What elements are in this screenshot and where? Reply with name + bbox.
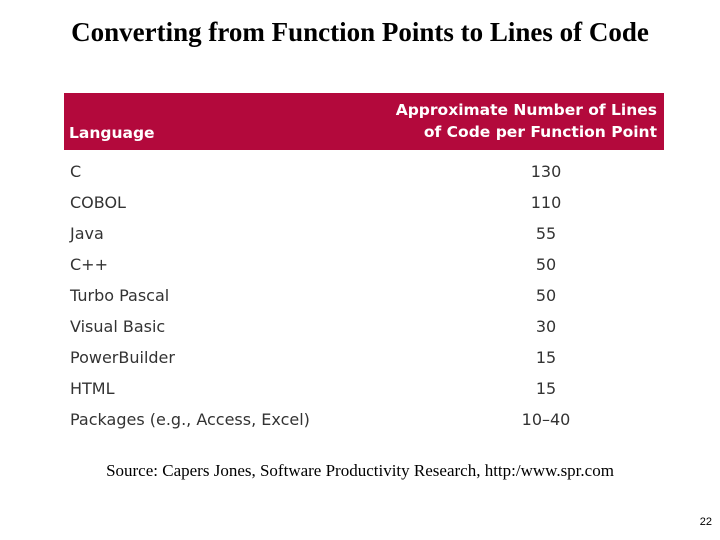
language-cell: HTML <box>70 379 115 398</box>
lines-cell: 50 <box>535 286 557 305</box>
lines-cell: 130 <box>530 162 562 181</box>
language-cell: PowerBuilder <box>70 348 175 367</box>
table-row <box>64 404 664 435</box>
lines-cell: 30 <box>535 317 557 336</box>
table-row <box>64 156 664 187</box>
table-header <box>64 93 664 150</box>
lines-cell: 50 <box>535 255 557 274</box>
table-row <box>64 342 664 373</box>
language-cell: Packages (e.g., Access, Excel) <box>70 410 310 429</box>
column-header-lines <box>396 99 657 143</box>
lines-cell: 15 <box>535 379 557 398</box>
language-cell: Java <box>70 224 104 243</box>
lines-cell: 55 <box>535 224 557 243</box>
page-number: 22 <box>699 516 712 528</box>
source-citation: Source: Capers Jones, Software Productivity Research, http:/www.spr.com <box>106 461 614 480</box>
table-row <box>64 280 664 311</box>
language-cell: Visual Basic <box>70 317 166 336</box>
table-row <box>64 311 664 342</box>
table-row <box>64 187 664 218</box>
table-row <box>64 218 664 249</box>
column-header-lines-line2: of Code per Function Point <box>423 123 657 141</box>
conversion-table <box>64 93 664 435</box>
column-header-lines-line1: Approximate Number of Lines <box>395 101 657 119</box>
lines-cell: 110 <box>530 193 562 212</box>
table-row <box>64 249 664 280</box>
language-cell: COBOL <box>70 193 126 212</box>
language-cell: C++ <box>70 255 108 274</box>
language-cell: C <box>70 162 82 181</box>
slide-title: Converting from Function Points to Lines of Code <box>71 17 649 47</box>
lines-cell: 10–40 <box>521 410 571 429</box>
table-row <box>64 373 664 404</box>
table-body <box>64 156 664 435</box>
lines-cell: 15 <box>535 348 557 367</box>
column-header-language: Language <box>69 124 155 142</box>
language-cell: Turbo Pascal <box>70 286 170 305</box>
